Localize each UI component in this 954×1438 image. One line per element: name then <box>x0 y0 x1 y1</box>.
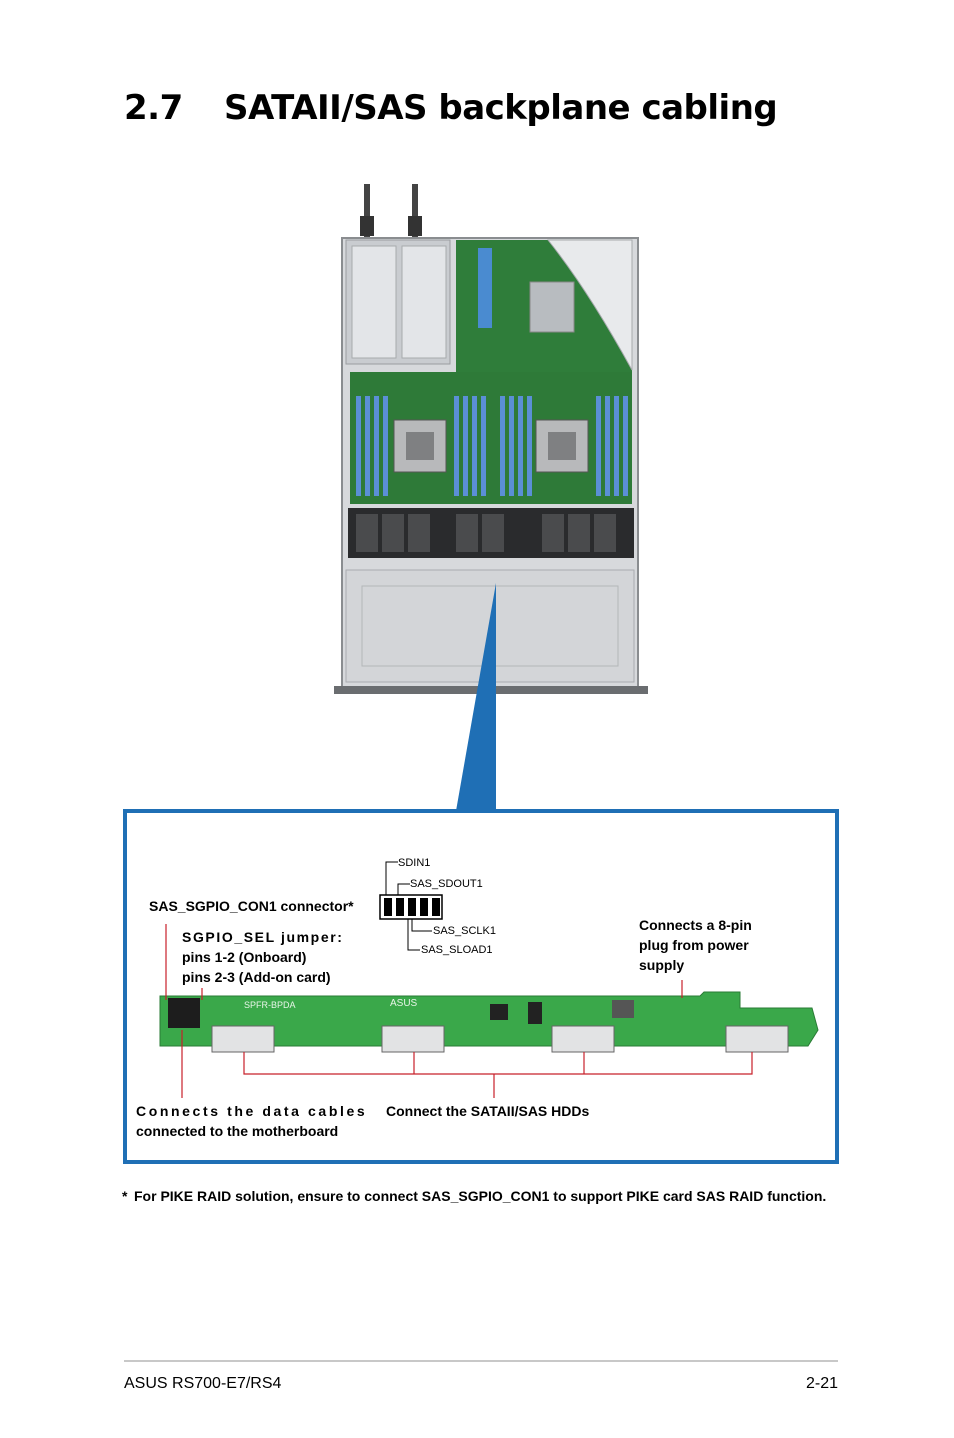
sgpio-connector-label: SAS_SGPIO_CON1 connector* <box>149 898 354 914</box>
section-title: SATAII/SAS backplane cabling <box>224 88 778 128</box>
board-brand-text: ASUS <box>390 998 418 1009</box>
jumper-title: SGPIO_SEL jumper: <box>182 929 344 945</box>
data-line1: Connects the data cables <box>136 1103 368 1119</box>
data-cables-label <box>136 1101 367 1141</box>
backplane-pcb <box>160 992 818 1052</box>
jumper-line1: pins 1-2 (Onboard) <box>182 949 307 965</box>
footnote-text: For PIKE RAID solution, ensure to connect SAS_SGPIO_CON1 to support PIKE card SAS RAID function. <box>134 1188 827 1204</box>
section-number: 2.7 <box>124 88 183 128</box>
footer-rule <box>124 1360 838 1362</box>
pin-label-sas-sdout1: SAS_SDOUT1 <box>410 878 483 890</box>
pin-label-sdin1: SDIN1 <box>398 857 431 869</box>
board-model-text: SPFR-BPDA <box>244 1000 296 1010</box>
power-line1: Connects a 8-pin <box>639 917 752 933</box>
footer-product-name: ASUS RS700-E7/RS4 <box>124 1375 282 1392</box>
sgpio-jumper-label <box>182 927 344 987</box>
jumper-line2: pins 2-3 (Add-on card) <box>182 969 331 985</box>
pin-label-sas-sload1: SAS_SLOAD1 <box>421 944 493 956</box>
data-line2: connected to the motherboard <box>136 1123 339 1139</box>
footnote <box>122 1186 838 1206</box>
power-line3: supply <box>639 957 685 973</box>
footer-page-number: 2-21 <box>805 1375 838 1392</box>
footnote-star: * <box>122 1188 128 1204</box>
pin-label-sas-sclk1: SAS_SCLK1 <box>433 925 496 937</box>
power-connector-label <box>639 915 752 975</box>
power-line2: plug from power <box>639 937 749 953</box>
hdd-connect-label: Connect the SATAII/SAS HDDs <box>386 1103 590 1119</box>
sgpio-pin-header <box>380 895 442 919</box>
